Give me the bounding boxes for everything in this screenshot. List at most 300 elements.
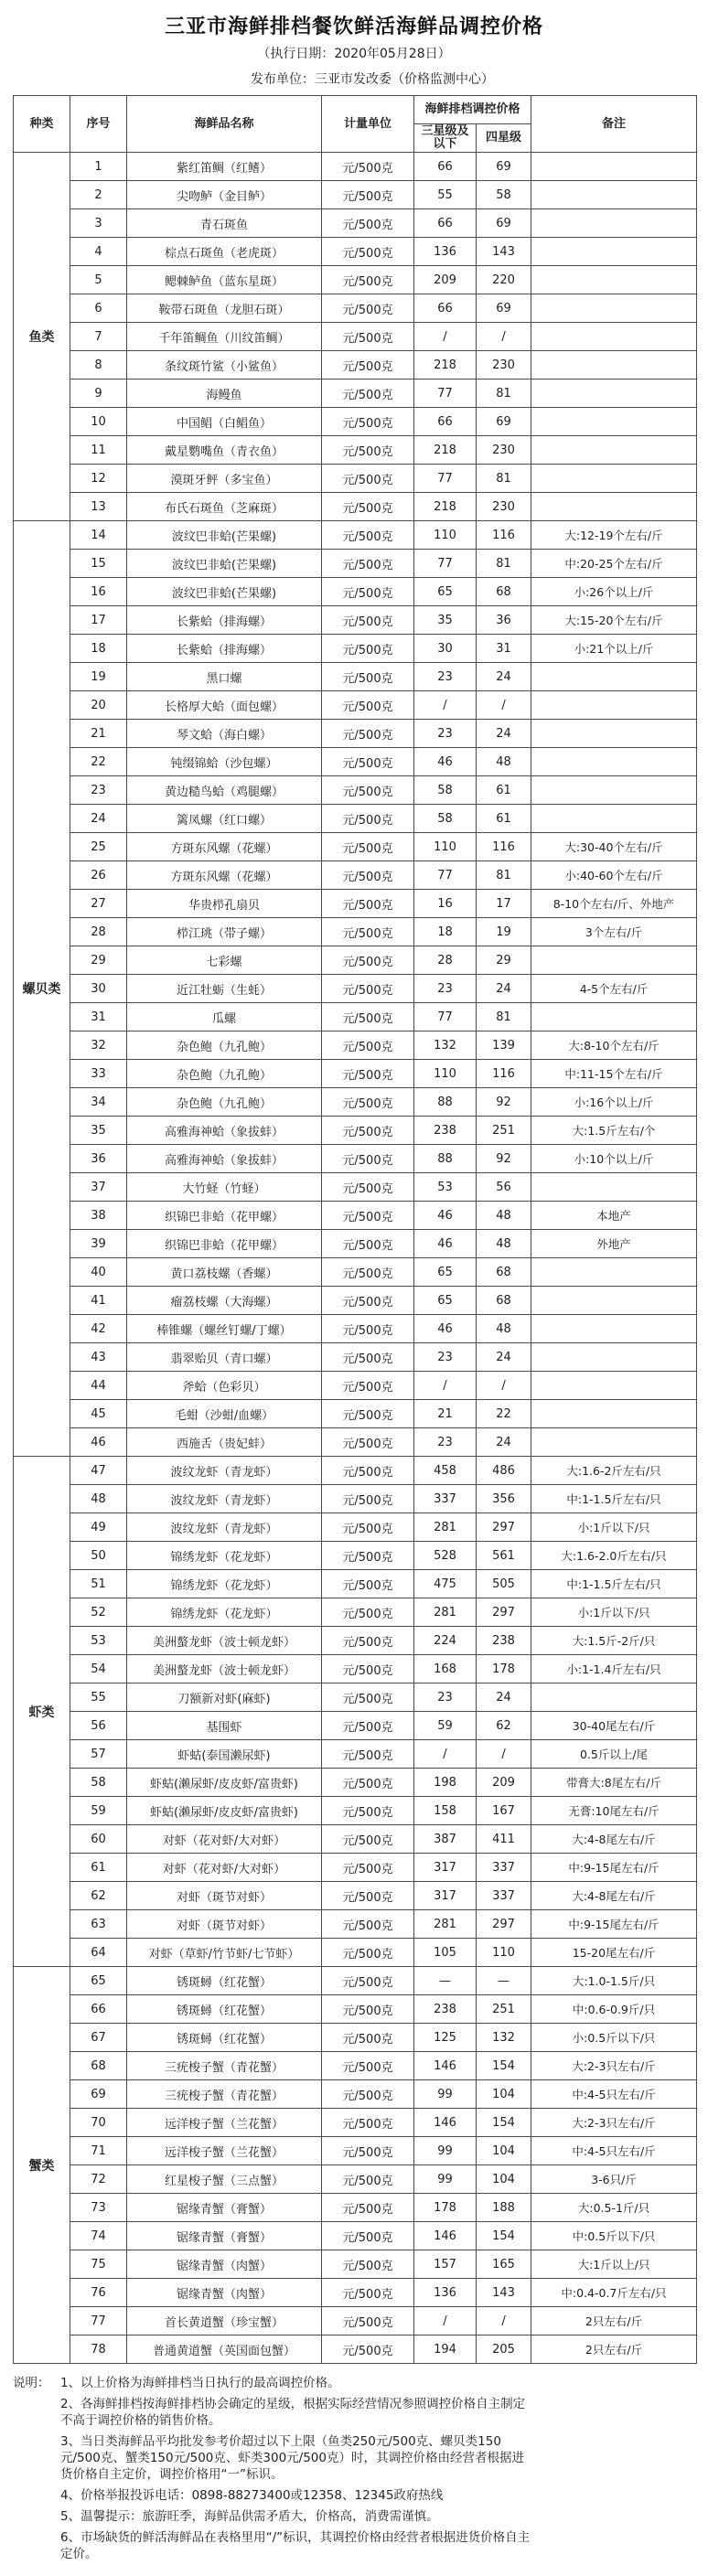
table-row [14,1769,697,1797]
remark-cell: 大:1.6-2斤左右/只 [531,1457,697,1485]
item-name-cell: 瘤荔枝螺（大海螺） [127,1287,322,1315]
price-4star-cell: — [477,1967,531,1995]
page-title: 三亚市海鲜排档餐饮鲜活海鲜品调控价格 [164,16,543,38]
item-name-cell: 锈斑蟳（红花蟹） [127,1995,322,2024]
row-index-cell: 43 [70,1343,127,1372]
unit-cell: 元/500克 [322,323,414,351]
category-cell: 鱼类 [14,153,70,521]
unit-cell: 元/500克 [322,1825,414,1854]
unit-cell: 元/500克 [322,1343,414,1372]
price-4star-cell: 154 [477,2109,531,2137]
item-name-cell: 首长黄道蟹（珍宝蟹） [127,2307,322,2336]
price-3star-cell: 23 [414,1683,477,1712]
price-3star-cell: 146 [414,2052,477,2080]
item-name-cell: 漠斑牙鲆（多宝鱼） [127,465,322,493]
table-row [14,1939,697,1967]
price-4star-cell: 139 [477,1031,531,1060]
table-row [14,691,697,720]
remark-cell: 中:1-1.5斤左右/只 [531,1570,697,1598]
table-row [14,720,697,748]
row-index-cell: 15 [70,550,127,578]
price-4star-cell: 116 [477,1060,531,1088]
item-name-cell: 黑口螺 [127,663,322,691]
table-row [14,1882,697,1910]
remark-cell [531,805,697,833]
row-index-cell: 68 [70,2052,127,2080]
row-index-cell: 40 [70,1258,127,1287]
price-4star-cell: / [477,1740,531,1769]
category-cell: 螺贝类 [14,521,70,1457]
item-name-cell: 鞍带石斑鱼（龙胆石斑） [127,294,322,323]
unit-cell: 元/500克 [322,153,414,181]
item-name-cell: 锦绣龙虾（花龙虾） [127,1542,322,1570]
remark-cell: 小:0.5斤以下/只 [531,2024,697,2052]
item-name-cell: 对虾（草虾/竹节虾/七节虾） [127,1939,322,1967]
price-4star-cell: 297 [477,1513,531,1542]
item-name-cell: 锦绣龙虾（花龙虾） [127,1598,322,1627]
price-4star-cell: 68 [477,1287,531,1315]
remark-cell: 2只左右/斤 [531,2307,697,2336]
price-4star-cell: 61 [477,776,531,805]
table-row [14,1287,697,1315]
table-body [14,153,697,2364]
row-index-cell: 23 [70,776,127,805]
unit-cell: 元/500克 [322,2279,414,2307]
price-3star-cell: 66 [414,209,477,238]
item-name-cell: 对虾（花对虾/大对虾） [127,1854,322,1882]
remark-cell [531,266,697,294]
price-3star-cell: 23 [414,663,477,691]
price-3star-cell: 65 [414,1287,477,1315]
item-name-cell: 普通黄道蟹（英国面包蟹） [127,2336,322,2364]
row-index-cell: 2 [70,181,127,209]
item-name-cell: 尖吻鲈（金目鲈） [127,181,322,209]
price-3star-cell: 218 [414,351,477,379]
unit-cell: 元/500克 [322,2194,414,2222]
table-row [14,493,697,521]
table-row [14,1627,697,1655]
remark-cell: 小:1斤以下/只 [531,1513,697,1542]
price-3star-cell: 194 [414,2336,477,2364]
row-index-cell: 77 [70,2307,127,2336]
table-row [14,890,697,918]
item-name-cell: 基围虾 [127,1712,322,1740]
remark-cell: 大:2-3只左右/斤 [531,2109,697,2137]
row-index-cell: 61 [70,1854,127,1882]
table-row [14,1598,697,1627]
row-index-cell: 11 [70,436,127,465]
row-index-cell: 20 [70,691,127,720]
item-name-cell: 远洋梭子蟹（兰花蟹） [127,2109,322,2137]
unit-cell: 元/500克 [322,1060,414,1088]
remark-cell: 大:4-8尾左右/斤 [531,1882,697,1910]
price-4star-cell: 81 [477,550,531,578]
remark-cell: 中:4-5只左右/斤 [531,2080,697,2109]
item-name-cell: 美洲螯龙虾（波士顿龙虾） [127,1655,322,1683]
row-index-cell: 53 [70,1627,127,1655]
item-name-cell: 三疣梭子蟹（青花蟹） [127,2080,322,2109]
remark-cell [531,209,697,238]
price-4star-cell: 24 [477,1428,531,1457]
unit-cell: 元/500克 [322,2052,414,2080]
item-name-cell: 高雅海神蛤（象拔蚌） [127,1145,322,1173]
price-3star-cell: 168 [414,1655,477,1683]
row-index-cell: 39 [70,1230,127,1258]
price-4star-cell: 92 [477,1088,531,1117]
row-index-cell: 69 [70,2080,127,2109]
row-index-cell: 4 [70,238,127,266]
note-item: 4、价格举报投诉电话：0898-88273400或12358、12345政府热线 [60,2488,444,2503]
price-4star-cell: 251 [477,1995,531,2024]
remark-cell: 2只左右/斤 [531,2336,697,2364]
price-3star-cell: 125 [414,2024,477,2052]
table-row [14,578,697,606]
price-3star-cell: 198 [414,1769,477,1797]
row-index-cell: 30 [70,975,127,1003]
row-index-cell: 22 [70,748,127,776]
price-3star-cell: 77 [414,550,477,578]
table-row [14,2222,697,2250]
price-4star-cell: 165 [477,2250,531,2279]
price-3star-cell: 281 [414,1513,477,1542]
unit-cell: 元/500克 [322,805,414,833]
price-4star-cell: 58 [477,181,531,209]
item-name-cell: 七彩螺 [127,946,322,975]
item-name-cell: 方斑东风螺（花螺） [127,861,322,890]
row-index-cell: 33 [70,1060,127,1088]
row-index-cell: 52 [70,1598,127,1627]
row-index-cell: 29 [70,946,127,975]
item-name-cell: 长格厚大蛤（面包螺） [127,691,322,720]
remark-cell [531,493,697,521]
row-index-cell: 60 [70,1825,127,1854]
price-4star-cell: 48 [477,748,531,776]
remark-cell: 中:20-25个左右/斤 [531,550,697,578]
table-row [14,1995,697,2024]
price-3star-cell: 110 [414,833,477,861]
price-4star-cell: 337 [477,1854,531,1882]
remark-cell: 小:10个以上/斤 [531,1145,697,1173]
note-item: 1、以上价格为海鲜排档当日执行的最高调控价格。 [60,2376,340,2390]
table-row [14,1202,697,1230]
table-row [14,1060,697,1088]
price-4star-cell: / [477,323,531,351]
header-price-group: 海鲜排档调控价格 [414,96,531,124]
price-3star-cell: 65 [414,1258,477,1287]
item-name-cell: 方斑东风螺（花螺） [127,833,322,861]
price-4star-cell: 68 [477,578,531,606]
item-name-cell: 布氏石斑鱼（芝麻斑） [127,493,322,521]
unit-cell: 元/500克 [322,1854,414,1882]
price-4star-cell: 205 [477,2336,531,2364]
table-row [14,1372,697,1400]
table-header [14,96,697,153]
table-row [14,1740,697,1769]
table-row [14,748,697,776]
unit-cell: 元/500克 [322,1003,414,1031]
item-name-cell: 黄边糙鸟蛤（鸡腿螺） [127,776,322,805]
unit-cell: 元/500克 [322,1542,414,1570]
remark-cell [531,379,697,408]
note-item: 3、当日类海鲜品平均批发参考价超过以下上限（鱼类250元/500克、螺贝类150元/500克、蟹类150元/500克、虾类300元/500克）时，其调控价格由经营者根据进货价格自主定价，调控价格用“一”标识。 [60,2434,524,2482]
item-name-cell: 条纹斑竹鲨（小鲨鱼） [127,351,322,379]
remark-cell: 大:1.0-1.5斤/只 [531,1967,697,1995]
price-3star-cell: 53 [414,1173,477,1202]
price-4star-cell: 230 [477,351,531,379]
remark-cell [531,351,697,379]
unit-cell: 元/500克 [322,1939,414,1967]
row-index-cell: 25 [70,833,127,861]
price-3star-cell: 238 [414,1117,477,1145]
row-index-cell: 24 [70,805,127,833]
price-4star-cell: 167 [477,1797,531,1825]
notes-section [13,2375,580,2567]
unit-cell: 元/500克 [322,1230,414,1258]
item-name-cell: 对虾（花对虾/大对虾） [127,1825,322,1854]
table-row [14,1570,697,1598]
remark-cell: 本地产 [531,1202,697,1230]
item-name-cell: 翡翠贻贝（青口螺） [127,1343,322,1372]
table-row [14,1031,697,1060]
price-4star-cell: 24 [477,975,531,1003]
remark-cell: 小:40-60个左右/斤 [531,861,697,890]
unit-cell: 元/500克 [322,1258,414,1287]
unit-cell: 元/500克 [322,1287,414,1315]
item-name-cell: 锯缘青蟹（肉蟹） [127,2279,322,2307]
remark-cell [531,294,697,323]
row-index-cell: 55 [70,1683,127,1712]
price-4star-cell: 297 [477,1598,531,1627]
price-4star-cell: 132 [477,2024,531,2052]
table-row [14,2307,697,2336]
price-4star-cell: 411 [477,1825,531,1854]
unit-cell: 元/500克 [322,436,414,465]
unit-cell: 元/500克 [322,1173,414,1202]
remark-cell [531,748,697,776]
row-index-cell: 74 [70,2222,127,2250]
table-row [14,1258,697,1287]
price-3star-cell: 157 [414,2250,477,2279]
row-index-cell: 70 [70,2109,127,2137]
item-name-cell: 波纹巴非蛤(芒果螺) [127,578,322,606]
table-row [14,1428,697,1457]
price-4star-cell: 19 [477,918,531,946]
item-name-cell: 对虾（斑节对虾） [127,1882,322,1910]
table-row [14,1513,697,1542]
table-row [14,1173,697,1202]
unit-cell: 元/500克 [322,550,414,578]
header-price-3star: 三星级及以下 [414,124,477,153]
price-4star-cell: 61 [477,805,531,833]
row-index-cell: 19 [70,663,127,691]
remark-cell: 中:0.4-0.7斤左右/只 [531,2279,697,2307]
remark-cell [531,1287,697,1315]
price-4star-cell: 561 [477,1542,531,1570]
price-3star-cell: — [414,1967,477,1995]
remark-cell: 中:9-15尾左右/斤 [531,1854,697,1882]
row-index-cell: 13 [70,493,127,521]
unit-cell: 元/500克 [322,691,414,720]
table-row [14,2080,697,2109]
price-4star-cell: 297 [477,1910,531,1939]
price-3star-cell: 23 [414,1428,477,1457]
table-row [14,2109,697,2137]
item-name-cell: 虾蛄(濑尿虾/皮皮虾/富贵虾) [127,1797,322,1825]
remark-cell [531,720,697,748]
table-row [14,1088,697,1117]
remark-cell: 大:12-19个左右/斤 [531,521,697,550]
price-4star-cell: 154 [477,2222,531,2250]
price-4star-cell: 356 [477,1485,531,1513]
remark-cell [531,946,697,975]
row-index-cell: 47 [70,1457,127,1485]
table-row [14,1003,697,1031]
table-row [14,833,697,861]
price-3star-cell: / [414,2307,477,2336]
item-name-cell: 杂色鲍（九孔鲍） [127,1088,322,1117]
price-3star-cell: 99 [414,2137,477,2165]
unit-cell: 元/500克 [322,2222,414,2250]
price-3star-cell: 337 [414,1485,477,1513]
remark-cell: 中:0.6-0.9斤/只 [531,1995,697,2024]
row-index-cell: 28 [70,918,127,946]
remark-cell: 15-20尾左右/斤 [531,1939,697,1967]
unit-cell: 元/500克 [322,1769,414,1797]
remark-cell: 大:1.5斤左右/个 [531,1117,697,1145]
table-row [14,379,697,408]
item-name-cell: 虾蛄(濑尿虾/皮皮虾/富贵虾) [127,1769,322,1797]
remark-cell [531,663,697,691]
price-3star-cell: 23 [414,1343,477,1372]
unit-cell: 元/500克 [322,1513,414,1542]
price-4star-cell: 69 [477,153,531,181]
unit-cell: 元/500克 [322,606,414,635]
price-4star-cell: 143 [477,2279,531,2307]
table-row [14,1655,697,1683]
item-name-cell: 织锦巴非蛤（花甲螺） [127,1230,322,1258]
item-name-cell: 中国鲳（白鲳鱼） [127,408,322,436]
unit-cell: 元/500克 [322,2137,414,2165]
document-header [0,0,708,95]
item-name-cell: 长紫蛤（排海螺） [127,606,322,635]
price-3star-cell: 224 [414,1627,477,1655]
remark-cell: 大:4-8尾左右/斤 [531,1825,697,1854]
row-index-cell: 37 [70,1173,127,1202]
table-row [14,351,697,379]
row-index-cell: 8 [70,351,127,379]
price-3star-cell: 35 [414,606,477,635]
remark-cell: 中:11-15个左右/斤 [531,1060,697,1088]
remark-cell: 中:0.5斤以下/只 [531,2222,697,2250]
note-item: 5、温馨提示：旅游旺季，海鲜品供需矛盾大，价格高，消费需谨慎。 [60,2509,439,2524]
remark-cell: 大:0.5-1斤/只 [531,2194,697,2222]
remark-cell [531,436,697,465]
item-name-cell: 虾蛄(泰国濑尿虾) [127,1740,322,1769]
unit-cell: 元/500克 [322,1598,414,1627]
table-row [14,1683,697,1712]
price-3star-cell: 88 [414,1088,477,1117]
price-3star-cell: 66 [414,294,477,323]
price-4star-cell: 17 [477,890,531,918]
unit-cell: 元/500克 [322,2307,414,2336]
table-row [14,238,697,266]
price-3star-cell: 110 [414,1060,477,1088]
row-index-cell: 41 [70,1287,127,1315]
table-row [14,1117,697,1145]
item-name-cell: 波纹龙虾（青龙虾） [127,1513,322,1542]
remark-cell: 大:1.5斤-2斤/只 [531,1627,697,1655]
unit-cell: 元/500克 [322,1400,414,1428]
remark-cell: 中:1-1.5斤左右/只 [531,1485,697,1513]
remark-cell [531,1372,697,1400]
remark-cell [531,465,697,493]
row-index-cell: 18 [70,635,127,663]
price-3star-cell: 178 [414,2194,477,2222]
item-name-cell: 紫红笛鲷（红鳍） [127,153,322,181]
remark-cell: 小:16个以上/斤 [531,1088,697,1117]
row-index-cell: 21 [70,720,127,748]
item-name-cell: 钝缀锦蛤（沙包螺） [127,748,322,776]
table-row [14,1343,697,1372]
unit-cell: 元/500克 [322,465,414,493]
price-4star-cell: 69 [477,294,531,323]
price-3star-cell: 66 [414,408,477,436]
item-name-cell: 西施舌（贵妃蚌） [127,1428,322,1457]
row-index-cell: 73 [70,2194,127,2222]
table-row [14,2052,697,2080]
item-name-cell: 近江牡蛎（生蚝） [127,975,322,1003]
table-row [14,209,697,238]
price-3star-cell: 46 [414,1202,477,1230]
row-index-cell: 54 [70,1655,127,1683]
row-index-cell: 45 [70,1400,127,1428]
price-3star-cell: 475 [414,1570,477,1598]
row-index-cell: 12 [70,465,127,493]
price-3star-cell: 99 [414,2080,477,2109]
row-index-cell: 56 [70,1712,127,1740]
remark-cell [531,1683,697,1712]
price-4star-cell: 36 [477,606,531,635]
table-row [14,2165,697,2194]
table-row [14,975,697,1003]
row-index-cell: 44 [70,1372,127,1400]
price-4star-cell: 56 [477,1173,531,1202]
row-index-cell: 64 [70,1939,127,1967]
unit-cell: 元/500克 [322,2024,414,2052]
unit-cell: 元/500克 [322,1457,414,1485]
unit-cell: 元/500克 [322,2250,414,2279]
price-4star-cell: 110 [477,1939,531,1967]
table-row [14,946,697,975]
table-row [14,1145,697,1173]
row-index-cell: 78 [70,2336,127,2364]
notes-list [60,2375,536,2567]
row-index-cell: 49 [70,1513,127,1542]
unit-cell: 元/500克 [322,209,414,238]
remark-cell [531,153,697,181]
price-4star-cell: 81 [477,1003,531,1031]
unit-cell: 元/500克 [322,776,414,805]
row-index-cell: 14 [70,521,127,550]
row-index-cell: 72 [70,2165,127,2194]
row-index-cell: 65 [70,1967,127,1995]
row-index-cell: 50 [70,1542,127,1570]
table-row [14,153,697,181]
unit-cell: 元/500克 [322,833,414,861]
price-3star-cell: 209 [414,266,477,294]
header-index: 序号 [70,96,127,153]
price-3star-cell: 18 [414,918,477,946]
